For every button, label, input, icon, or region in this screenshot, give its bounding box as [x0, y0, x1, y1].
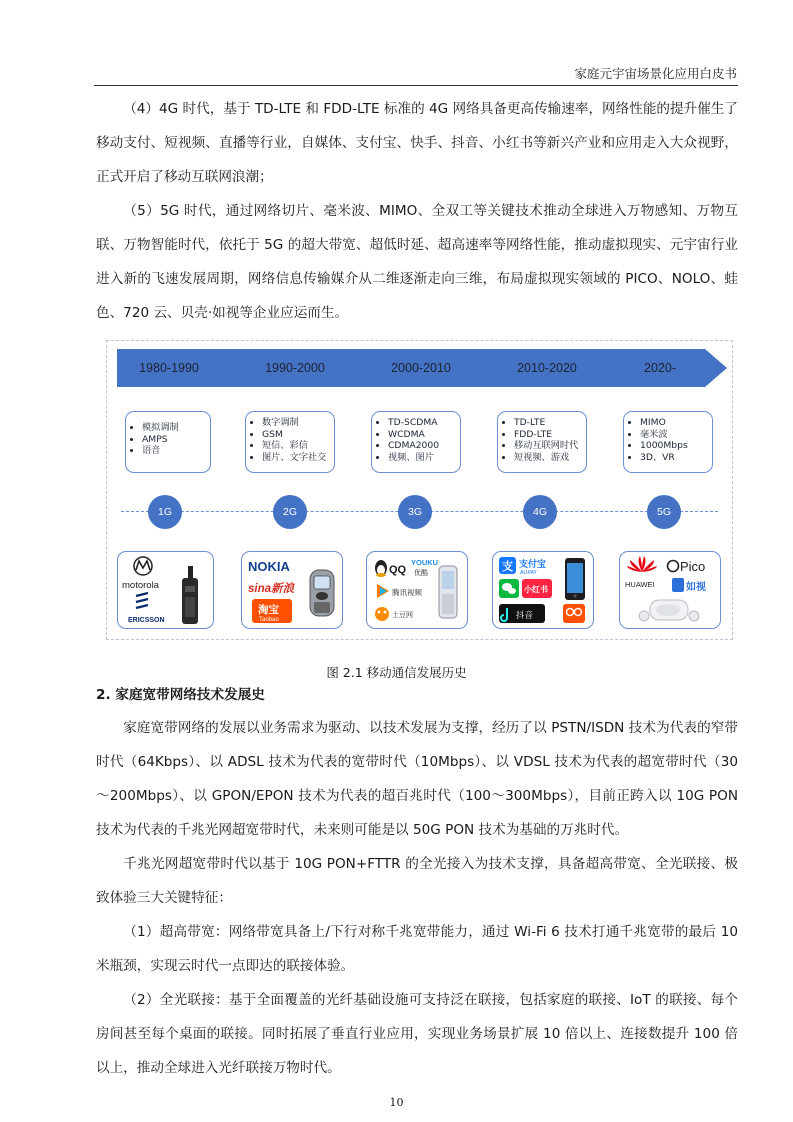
tech-item: • GSM: [262, 429, 330, 441]
tech-item: • TD-SCDMA: [388, 417, 456, 429]
iphone-icon: [565, 558, 585, 600]
tech-item: • 图片、文字社交: [262, 452, 330, 464]
brand-qq: QQ: [389, 564, 407, 576]
logo-box-2g: [241, 551, 343, 629]
tech-item: • 短视频、游戏: [514, 452, 582, 464]
tech-box-1g: [125, 411, 211, 473]
tech-item: • 毫米波: [640, 429, 708, 441]
ericsson-logo-icon: [128, 593, 165, 624]
paragraph-5g: （5）5G 时代，通过网络切片、毫米波、MIMO、全双工等关键技术推动全球进入万物感知、万物互联、万物智能时代，依托于 5G 的超大带宽、超低时延、超高速率等网络性能，推动虚拟现实、元宇宙行业进入新的飞速发展周期，网络信息传输媒介从二维逐渐走向三维，布局虚拟现实领域的 PICO、NOLO、蛙色、720 云、贝壳·如视等企业应运而生。: [96, 203, 738, 321]
motorola-logo-icon: [122, 557, 160, 591]
paragraph-all-optical: （2）全光联接：基于全面覆盖的光纤基础设施可支持泛在联接，包括家庭的联接、IoT 的联接、每个房间甚至每个桌面的联接。同时拓展了垂直行业应用，实现业务场景扩展 10 倍以上、连接数提升 100 倍以上，推动全球进入光纤联接万物时代。: [96, 992, 738, 1076]
alipay-logo-icon: [499, 557, 516, 574]
flip-phone-icon: [439, 566, 457, 618]
brand-tencent-video: 腾讯视频: [392, 588, 422, 597]
tech-item: • 3D、VR: [640, 452, 708, 464]
logo-box-4g: [492, 551, 594, 629]
mobile-communication-history-figure: [106, 340, 733, 640]
tech-item: • FDD-LTE: [514, 429, 582, 441]
era-label-5g: 2020-: [644, 361, 676, 375]
brand-ericsson: ERICSSON: [128, 617, 165, 624]
header-rule: [94, 85, 738, 86]
tech-item: • 移动互联网时代: [514, 440, 582, 452]
tech-box-2g: [245, 411, 335, 473]
nokia-phone-icon: [310, 570, 334, 616]
logo-box-3g: [366, 551, 468, 629]
svg-text:小红书: 小红书: [524, 585, 548, 594]
brand-youku-sub: 优酷: [414, 569, 428, 577]
brand-tudou: 土豆网: [392, 611, 413, 619]
tech-item: • TD-LTE: [514, 417, 582, 429]
tech-item: • 语音: [142, 445, 206, 457]
brand-huawei: HUAWEI: [625, 580, 655, 589]
tech-item: • 短信、彩信: [262, 440, 330, 452]
brick-phone-icon: [182, 566, 198, 624]
era-label-2g: 1990-2000: [265, 361, 325, 375]
gen-circle-3g: 3G: [398, 495, 432, 529]
huawei-logo-icon: [627, 556, 657, 572]
kuaishou-logo-icon: [563, 604, 585, 623]
svg-text:支: 支: [502, 560, 513, 573]
brand-taobao: 淘宝: [258, 604, 279, 616]
brand-pico: Pico: [680, 559, 706, 574]
tech-box-4g: [497, 411, 587, 473]
tech-item: • AMPS: [142, 434, 206, 446]
era-label-1g: 1980-1990: [139, 361, 199, 375]
brand-youku: YOUKU: [411, 558, 439, 567]
tech-item: • CDMA2000: [388, 440, 456, 452]
gen-circle-2g: 2G: [273, 495, 307, 529]
gen-circle-1g: 1G: [148, 495, 182, 529]
page-header-title: 家庭元宇宙场景化应用白皮书: [574, 66, 737, 81]
wechat-logo-icon: [499, 579, 519, 598]
paragraph-4g: （4）4G 时代，基于 TD-LTE 和 FDD-LTE 标准的 4G 网络具备更高传输速率，网络性能的提升催生了移动支付、短视频、直播等行业，自媒体、支付宝、快手、抖音、小红书等新兴产业和应用走入大众视野，正式开启了移动互联网浪潮；: [96, 101, 738, 185]
gen-circle-4g: 4G: [523, 495, 557, 529]
intro-text-block: [96, 92, 738, 330]
pico-logo-icon: [668, 561, 679, 572]
era-label-3g: 2000-2010: [391, 361, 451, 375]
tech-item: • 模拟调制: [142, 422, 206, 434]
qq-penguin-icon: [375, 560, 387, 577]
tech-item: • WCDMA: [388, 429, 456, 441]
logo-box-1g: [117, 551, 214, 629]
tudou-logo-icon: [375, 607, 389, 621]
tech-item: • 视频、图片: [388, 452, 456, 464]
xiaohongshu-logo-icon: [522, 579, 552, 598]
gen-circle-5g: 5G: [647, 495, 681, 529]
douyin-logo-icon: [499, 604, 545, 623]
brand-nokia: NOKIA: [248, 559, 290, 574]
brand-alipay: 支付宝: [519, 560, 547, 570]
vr-headset-icon: [639, 600, 699, 621]
paragraph-broadband-history: 家庭宽带网络的发展以业务需求为驱动、以技术发展为支撑，经历了以 PSTN/ISDN 技术为代表的窄带时代（64Kbps）、以 ADSL 技术为代表的宽带时代（10Mbps）、以 VDSL 技术为代表的超宽带时代（30～200Mbps）、以 GPON/EPON 技术为代表的超百兆时代（100～300Mbps），目前正跨入以 10G PON 技术为代表的千兆光网超宽带时代，未来则可能是以 50G PON 技术为基础的万兆时代。: [96, 720, 738, 838]
tencent-video-icon: [377, 584, 389, 598]
taobao-logo-icon: [252, 599, 292, 623]
brand-rushi: 如视: [686, 582, 706, 593]
page-number: 10: [389, 1096, 404, 1109]
brand-motorola: motorola: [122, 580, 159, 591]
paragraph-ultra-bandwidth: （1）超高带宽：网络带宽具备上/下行对称千兆宽带能力，通过 Wi-Fi 6 技术打通千兆宽带的最后 10 米瓶颈，实现云时代一点即达的联接体验。: [96, 924, 738, 974]
brand-sina: sina新浪: [248, 583, 295, 595]
tech-item: • 数字调制: [262, 417, 330, 429]
tech-box-5g: [623, 411, 713, 473]
era-label-4g: 2010-2020: [517, 361, 577, 375]
brand-alipay-sub: ALIPAY: [520, 570, 537, 576]
tech-item: • 1000Mbps: [640, 440, 708, 452]
paragraph-gigabit-features: 千兆光网超宽带时代以基于 10G PON+FTTR 的全光接入为技术支撑，具备超高带宽、全光联接、极致体验三大关键特征：: [96, 856, 738, 906]
section-heading: 2. 家庭宽带网络技术发展史: [96, 687, 265, 703]
tech-box-3g: [371, 411, 461, 473]
svg-text:抖音: 抖音: [516, 611, 534, 621]
tech-item: • MIMO: [640, 417, 708, 429]
logo-box-5g: [619, 551, 721, 629]
section2-text-block: [96, 711, 738, 1085]
brand-taobao-sub: Taobao: [259, 617, 279, 623]
figure-caption: 图 2.1 移动通信发展历史: [326, 665, 467, 680]
rushi-logo-icon: [672, 578, 684, 592]
